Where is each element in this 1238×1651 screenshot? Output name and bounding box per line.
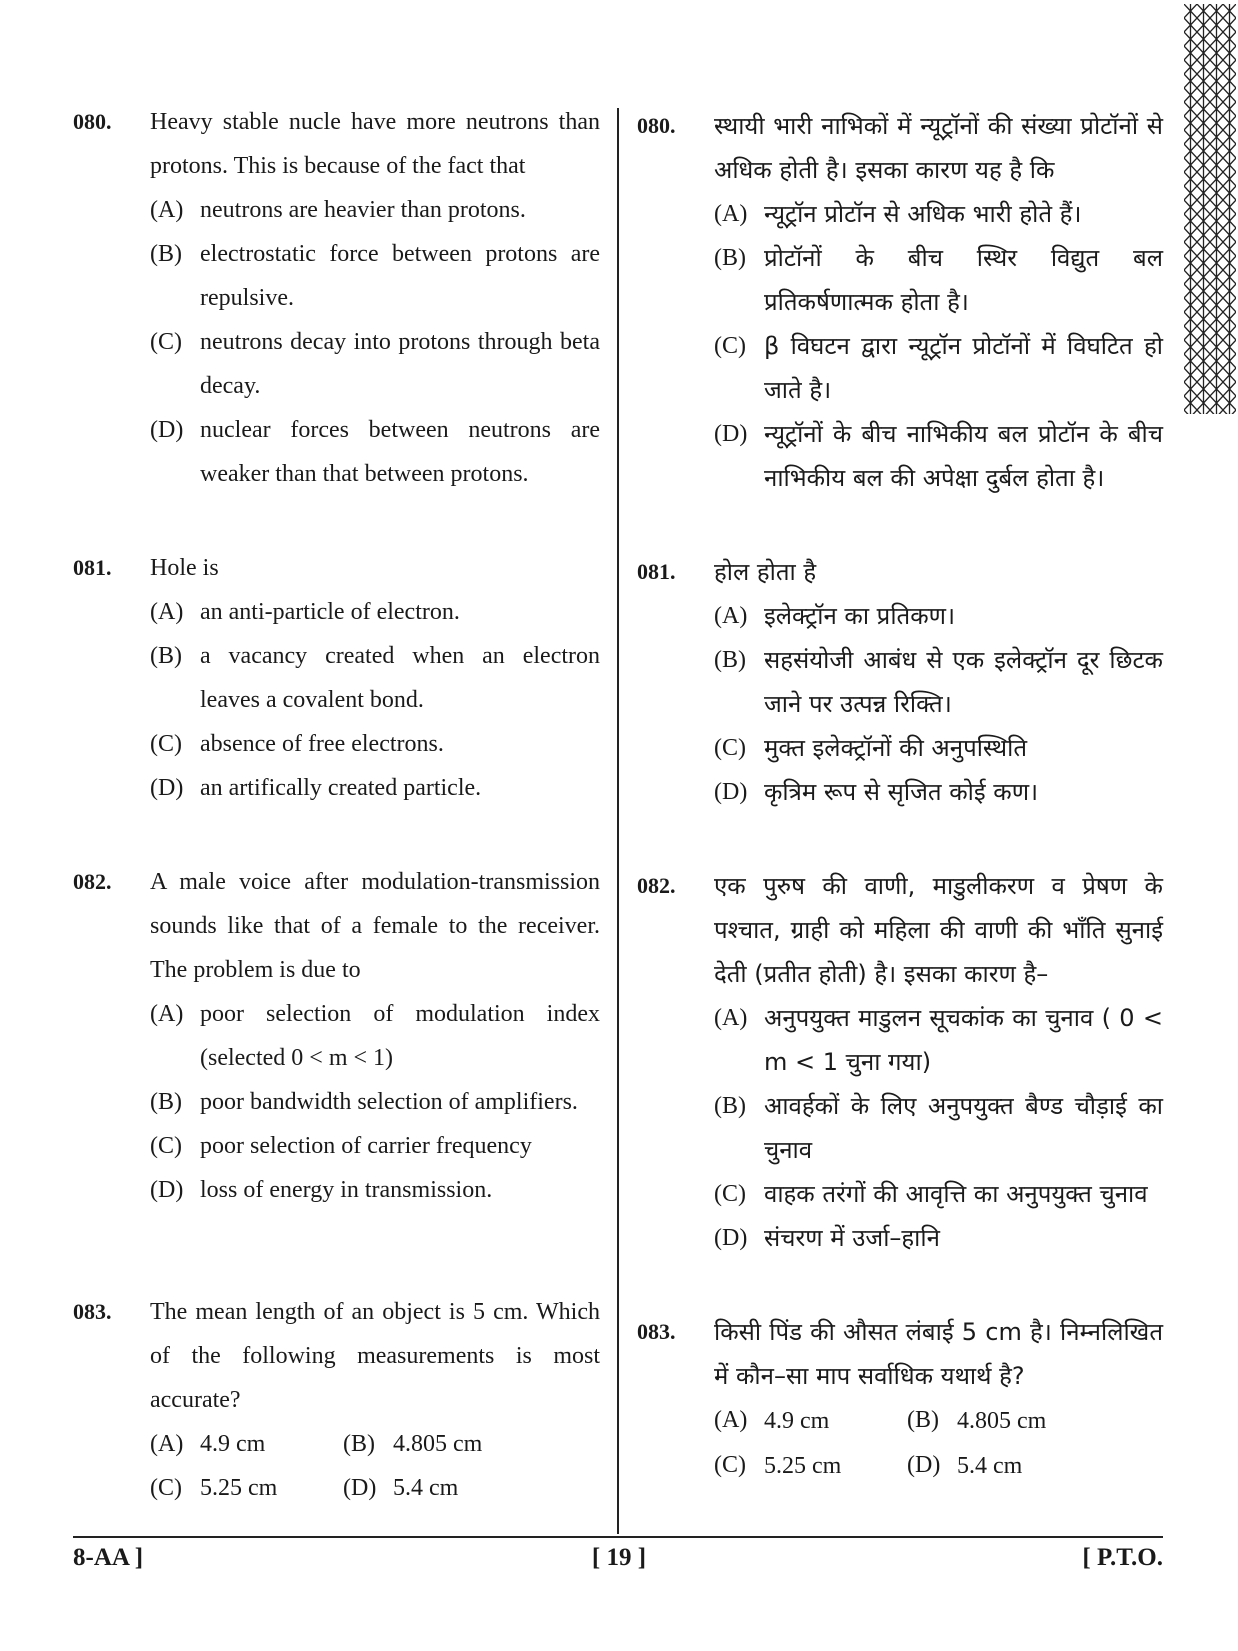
option-c <box>150 1466 343 1510</box>
option-text: 5.4 cm <box>957 1453 1023 1479</box>
option-b <box>150 1080 600 1124</box>
option-d <box>714 412 1163 500</box>
question-083-hi <box>637 1310 1163 1488</box>
question-text: A male voice after modulation-transmission sounds like that of a female to the receiver. The problem is due to <box>150 869 600 983</box>
option-text: 5.25 cm <box>200 1475 278 1501</box>
option-label: (B) <box>714 1093 746 1119</box>
option-c <box>150 320 600 408</box>
option-d <box>150 408 600 496</box>
question-text: किसी पिंड की औसत लंबाई 5 cm है। निम्नलिखित में कौन–सा माप सर्वाधिक यथार्थ है? <box>714 1318 1163 1390</box>
option-text: कृत्रिम रूप से सृजित कोई कण। <box>764 778 1039 806</box>
question-number: 080. <box>637 113 676 138</box>
option-a <box>714 1398 907 1443</box>
column-divider <box>617 108 619 1534</box>
option-text: an anti-particle of electron. <box>200 599 460 625</box>
question-number: 083. <box>73 1299 112 1324</box>
question-text: Heavy stable nucle have more neutrons than protons. This is because of the fact that <box>150 109 600 179</box>
option-d <box>714 1216 1163 1260</box>
option-label: (C) <box>150 1475 182 1501</box>
pto-label: [ P.T.O. <box>1082 1544 1163 1571</box>
option-text: poor selection of modulation index (selected 0 < m < 1) <box>200 1001 600 1071</box>
english-column <box>73 100 600 1510</box>
option-text: आवर्हकों के लिए अनुपयुक्त बैण्ड चौड़ाई का चुनाव <box>764 1092 1163 1164</box>
option-label: (B) <box>714 647 746 673</box>
option-label: (A) <box>150 599 184 625</box>
option-text: प्रोटॉनों के बीच स्थिर विद्युत बल प्रतिकर्षणात्मक होता है। <box>764 244 1163 316</box>
option-text: loss of energy in transmission. <box>200 1177 493 1203</box>
option-c <box>150 1124 600 1168</box>
option-label: (D) <box>150 417 184 443</box>
option-a <box>150 1422 343 1466</box>
option-d <box>907 1443 1157 1488</box>
option-a <box>150 590 600 634</box>
hindi-column <box>637 104 1163 1488</box>
option-label: (D) <box>907 1452 941 1478</box>
question-number: 081. <box>73 555 112 580</box>
footer-rule <box>73 1536 1163 1538</box>
question-number: 080. <box>73 109 112 134</box>
option-label: (D) <box>714 1225 748 1251</box>
question-number: 082. <box>637 873 676 898</box>
option-c <box>714 1172 1163 1216</box>
option-text: मुक्त इलेक्ट्रॉनों की अनुपस्थिति <box>764 734 1028 762</box>
option-label: (D) <box>150 1177 184 1203</box>
option-label: (A) <box>150 1431 184 1457</box>
option-label: (C) <box>714 735 746 761</box>
option-label: (B) <box>714 245 746 271</box>
question-text: स्थायी भारी नाभिकों में न्यूट्रॉनों की संख्या प्रोटॉनों से अधिक होती है। इसका कारण यह है कि <box>714 112 1163 184</box>
option-text: absence of free electrons. <box>200 731 444 757</box>
question-081-en <box>73 546 600 810</box>
option-text: अनुपयुक्त माडुलन सूचकांक का चुनाव ( 0 < m < 1 चुना गया) <box>764 1004 1163 1076</box>
question-text: The mean length of an object is 5 cm. Which of the following measurements is most accurate? <box>150 1299 600 1413</box>
question-083-en <box>73 1290 600 1510</box>
question-080-hi <box>637 104 1163 500</box>
option-a <box>714 192 1163 236</box>
option-text: neutrons decay into protons through beta decay. <box>200 329 600 399</box>
option-label: (A) <box>714 201 748 227</box>
option-text: poor selection of carrier frequency <box>200 1133 532 1159</box>
page-number: [ 19 ] <box>591 1544 647 1571</box>
question-number: 083. <box>637 1319 676 1344</box>
question-082-hi <box>637 864 1163 1260</box>
question-082-en <box>73 860 600 1212</box>
option-text: 4.9 cm <box>764 1408 830 1434</box>
option-label: (D) <box>343 1475 377 1501</box>
option-b <box>150 634 600 722</box>
option-text: इलेक्ट्रॉन का प्रतिकण। <box>764 602 956 630</box>
option-a <box>150 992 600 1080</box>
option-text: 5.25 cm <box>764 1453 842 1479</box>
question-081-hi <box>637 550 1163 814</box>
option-text: न्यूट्रॉनों के बीच नाभिकीय बल प्रोटॉन के बीच नाभिकीय बल की अपेक्षा दुर्बल होता है। <box>764 420 1163 492</box>
corner-pattern <box>1184 4 1236 414</box>
option-d <box>343 1466 593 1510</box>
option-d <box>714 770 1163 814</box>
option-a <box>714 996 1163 1084</box>
option-label: (D) <box>714 421 748 447</box>
option-label: (C) <box>150 329 182 355</box>
option-c <box>714 726 1163 770</box>
option-text: neutrons are heavier than protons. <box>200 197 526 223</box>
question-number: 081. <box>637 559 676 584</box>
option-text: 4.805 cm <box>957 1408 1047 1434</box>
option-text: an artifically created particle. <box>200 775 482 801</box>
option-c <box>714 324 1163 412</box>
option-text: संचरण में उर्जा–हानि <box>764 1224 940 1252</box>
option-label: (C) <box>714 1452 746 1478</box>
option-label: (A) <box>714 1407 748 1433</box>
option-a <box>714 594 1163 638</box>
question-number: 082. <box>73 869 112 894</box>
option-b <box>343 1422 593 1466</box>
option-label: (D) <box>150 775 184 801</box>
option-text: poor bandwidth selection of amplifiers. <box>200 1089 578 1115</box>
option-text: 4.805 cm <box>393 1431 483 1457</box>
option-text: 5.4 cm <box>393 1475 459 1501</box>
option-b <box>150 232 600 320</box>
option-label: (A) <box>150 197 184 223</box>
option-label: (A) <box>150 1001 184 1027</box>
question-text: Hole is <box>150 555 219 581</box>
option-d <box>150 766 600 810</box>
options-grid <box>150 1422 600 1510</box>
option-label: (A) <box>714 603 748 629</box>
option-label: (C) <box>150 731 182 757</box>
booklet-code: 8-AA ] <box>73 1544 144 1571</box>
option-text: न्यूट्रॉन प्रोटॉन से अधिक भारी होते हैं। <box>764 200 1082 228</box>
option-text: सहसंयोजी आबंध से एक इलेक्ट्रॉन दूर छिटक जाने पर उत्पन्न रिक्ति। <box>764 646 1163 718</box>
option-d <box>150 1168 600 1212</box>
option-text: nuclear forces between neutrons are weaker than that between protons. <box>200 417 600 487</box>
option-label: (C) <box>150 1133 182 1159</box>
question-text: होल होता है <box>714 558 817 586</box>
option-a <box>150 188 600 232</box>
option-c <box>150 722 600 766</box>
option-label: (B) <box>343 1431 375 1457</box>
option-label: (C) <box>714 333 746 359</box>
question-080-en <box>73 100 600 496</box>
option-label: (B) <box>150 643 182 669</box>
option-label: (A) <box>714 1005 748 1031</box>
option-text: वाहक तरंगों की आवृत्ति का अनुपयुक्त चुनाव <box>764 1180 1148 1208</box>
option-label: (B) <box>150 1089 182 1115</box>
option-b <box>714 236 1163 324</box>
option-c <box>714 1443 907 1488</box>
question-text: एक पुरुष की वाणी, माडुलीकरण व प्रेषण के पश्चात, ग्राही को महिला की वाणी की भाँति सुनाई देती (प्रतीत होती) है। इसका कारण है– <box>714 872 1163 988</box>
option-label: (B) <box>150 241 182 267</box>
option-label: (D) <box>714 779 748 805</box>
option-label: (C) <box>714 1181 746 1207</box>
option-text: β विघटन द्वारा न्यूट्रॉन प्रोटॉनों में विघटित हो जाते है। <box>764 332 1163 404</box>
option-text: a vacancy created when an electron leaves a covalent bond. <box>200 643 600 713</box>
option-b <box>714 1084 1163 1172</box>
option-text: 4.9 cm <box>200 1431 266 1457</box>
options-grid <box>714 1398 1163 1488</box>
option-b <box>714 638 1163 726</box>
option-text: electrostatic force between protons are repulsive. <box>200 241 600 311</box>
option-b <box>907 1398 1157 1443</box>
option-label: (B) <box>907 1407 939 1433</box>
